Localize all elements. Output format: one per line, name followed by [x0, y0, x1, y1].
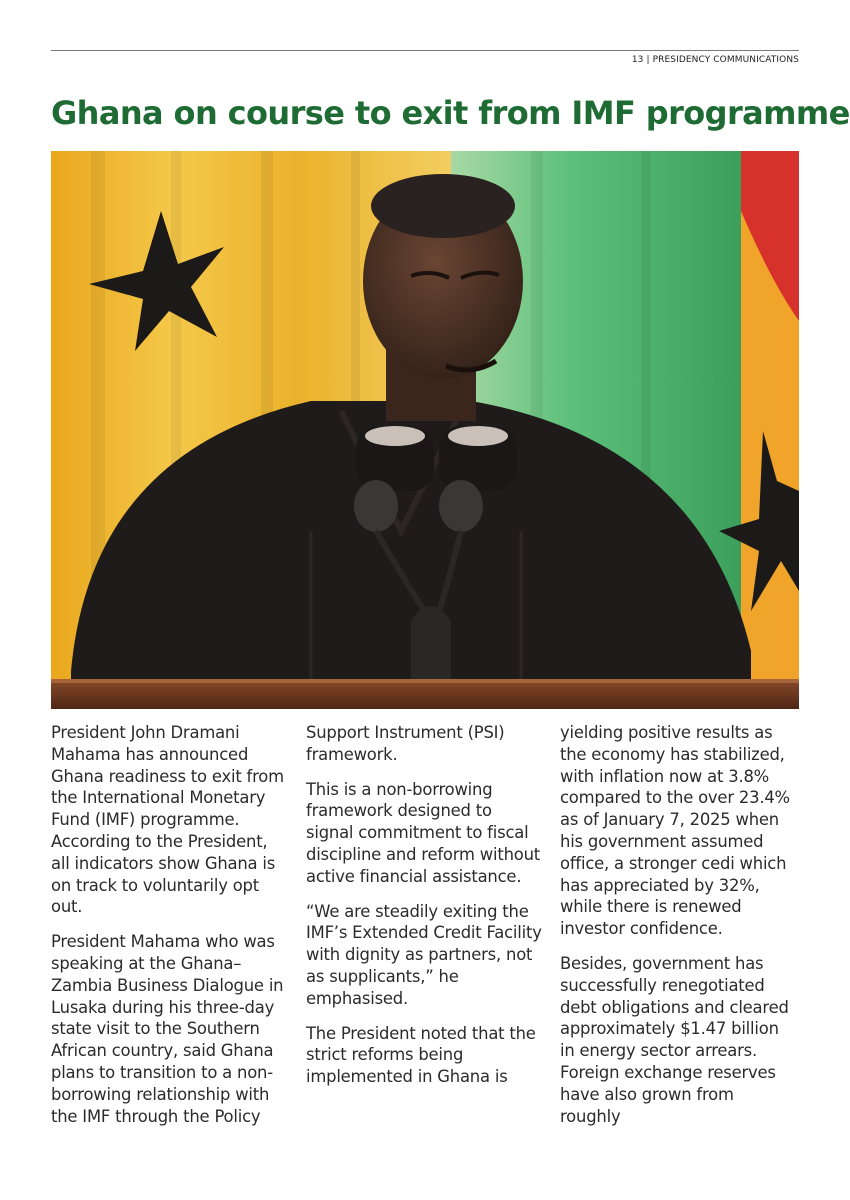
paragraph: The President noted that the strict reforms being implemented in Ghana is: [306, 1023, 536, 1087]
body-column-1: [51, 722, 287, 1140]
paragraph: “We are steadily exiting the IMF’s Extended Credit Facility with dignity as partners, not as supplicants,” he emphasised.: [306, 901, 542, 1008]
page-number: 13: [631, 55, 644, 65]
paragraph: Support Instrument (PSI) framework.: [306, 723, 505, 764]
section-name: PRESIDENCY COMMUNICATIONS: [652, 55, 799, 65]
article-photo: [51, 151, 799, 709]
paragraph: President John Dramani Mahama has announced Ghana readiness to exit from the International Monetary Fund (IMF) programme. According to the President, all indicators show Ghana is on track to voluntarily opt out.: [51, 723, 284, 917]
article-title: Ghana on course to exit from IMF programme: [51, 94, 850, 132]
photo-of-president-speaking-at-podium-icon: [51, 151, 799, 709]
paragraph: Besides, government has successfully renegotiated debt obligations and cleared approximately $1.47 billion in energy sector arrears. Foreign exchange reserves have also grown from roughly: [560, 953, 789, 1126]
header-rule: [51, 50, 799, 51]
paragraph: yielding positive results as the economy has stabilized, with inflation now at 3.8% compared to the over 23.4% as of January 7, 2025 when his government assumed office, a stronger cedi which has appreciated by 32%, while there is renewed investor confidence.: [560, 723, 790, 939]
paragraph: This is a non-borrowing framework designed to signal commitment to fiscal discipline and reform without active financial assistance.: [306, 779, 541, 886]
body-column-2: [306, 722, 542, 1101]
article-body: [51, 722, 799, 1162]
paragraph: President Mahama who was speaking at the Ghana–Zambia Business Dialogue in Lusaka during his three-day state visit to the Southern African country, said Ghana plans to transition to a non-borrowing relationship with the IMF through the Policy: [51, 932, 284, 1126]
running-header: [632, 55, 799, 65]
body-column-3: [560, 722, 796, 1140]
header-separator: |: [646, 55, 650, 65]
